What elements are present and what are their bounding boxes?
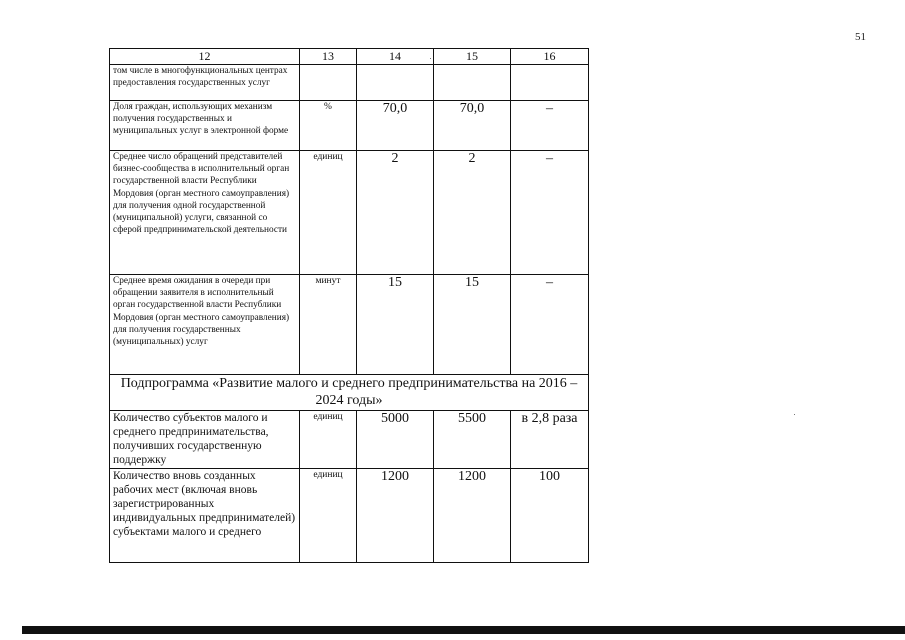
page-number: 51 xyxy=(855,31,866,43)
value-col-16: – xyxy=(511,151,589,275)
subprogram-title: Подпрограмма «Развитие малого и среднего предпринимательства на 2016 – 2024 годы» xyxy=(110,375,589,411)
value-col-14: 70,0 xyxy=(357,101,434,151)
table-row xyxy=(110,411,589,469)
value-col-16: 100 xyxy=(511,469,589,563)
column-header: 13 xyxy=(300,49,357,65)
value-col-16: – xyxy=(511,101,589,151)
indicator-unit: единиц xyxy=(300,469,357,563)
value-col-15 xyxy=(434,65,511,101)
value-col-16: в 2,8 раза xyxy=(511,411,589,469)
value-col-14: 5000 xyxy=(357,411,434,469)
scan-edge-bar xyxy=(22,626,905,634)
indicator-unit: единиц xyxy=(300,411,357,469)
value-col-14: 2 xyxy=(357,151,434,275)
subprogram-row xyxy=(110,375,589,411)
column-header: 14 xyxy=(357,49,434,65)
table-row xyxy=(110,65,589,101)
value-col-14: 15 xyxy=(357,275,434,375)
indicator-name: Среднее время ожидания в очереди при обращении заявителя в исполнительный орган государственной власти Республики Мордовия (орган местного самоуправления) для получения государственных (муниципальных) услуг xyxy=(110,275,300,375)
indicator-name: Количество субъектов малого и среднего предпринимательства, получивших государственную поддержку xyxy=(110,411,300,469)
value-col-14 xyxy=(357,65,434,101)
value-col-16: – xyxy=(511,275,589,375)
value-col-15: 2 xyxy=(434,151,511,275)
value-col-15: 15 xyxy=(434,275,511,375)
indicator-name: Количество вновь созданных рабочих мест (включая вновь зарегистрированных индивидуальных предпринимателей) субъектами малого и среднего xyxy=(110,469,300,563)
indicator-name: Среднее число обращений представителей бизнес-сообщества в исполнительный орган государственной власти Республики Мордовия (орган местного самоуправления) для получения одной государственной (муниципальной) услуги, связанной со сферой предпринимательской деятельности xyxy=(110,151,300,275)
column-header: 15 xyxy=(434,49,511,65)
indicator-unit: минут xyxy=(300,275,357,375)
column-header: 12 xyxy=(110,49,300,65)
table-row xyxy=(110,469,589,563)
table-row xyxy=(110,275,589,375)
value-col-14: 1200 xyxy=(357,469,434,563)
indicator-name: том числе в многофункциональных центрах предоставления государственных услуг xyxy=(110,65,300,101)
table-header-row xyxy=(110,49,589,65)
value-col-15: 70,0 xyxy=(434,101,511,151)
value-col-15: 5500 xyxy=(434,411,511,469)
scan-speck xyxy=(794,414,795,415)
value-col-16 xyxy=(511,65,589,101)
indicator-unit xyxy=(300,65,357,101)
indicator-unit: % xyxy=(300,101,357,151)
indicators-table xyxy=(109,48,589,563)
table-row xyxy=(110,151,589,275)
table-row xyxy=(110,101,589,151)
indicator-unit: единиц xyxy=(300,151,357,275)
indicator-name: Доля граждан, использующих механизм получения государственных и муниципальных услуг в электронной форме xyxy=(110,101,300,151)
column-header: 16 xyxy=(511,49,589,65)
scan-speck xyxy=(430,58,431,59)
value-col-15: 1200 xyxy=(434,469,511,563)
